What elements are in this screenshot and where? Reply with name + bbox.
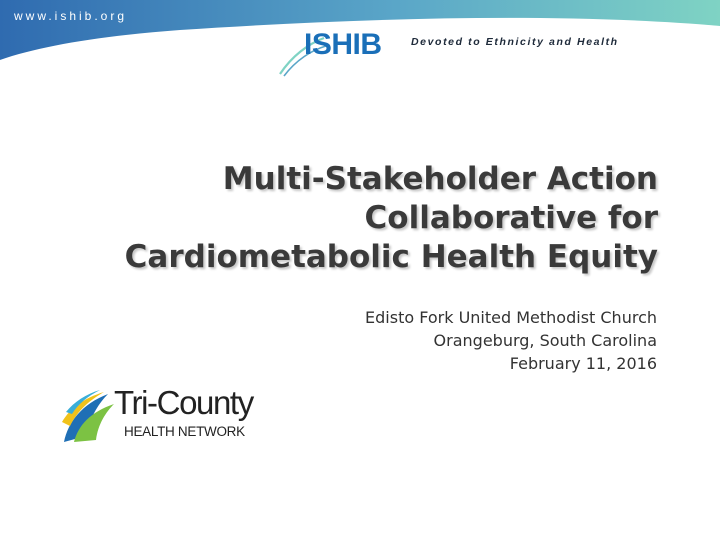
tagline: Devoted to Ethnicity and Health	[411, 36, 619, 48]
tri-county-subtitle: HEALTH NETWORK	[124, 424, 245, 439]
title-line-3: Cardiometabolic Health Equity	[124, 239, 658, 275]
slide-subtitle	[207, 306, 657, 375]
venue-location: Orangeburg, South Carolina	[433, 331, 657, 350]
ishib-logo-text: ISHIB	[304, 28, 382, 61]
tri-county-logo	[60, 382, 276, 446]
title-line-2: Collaborative for	[364, 200, 658, 236]
event-date: February 11, 2016	[509, 354, 657, 373]
slide-title	[18, 160, 658, 277]
venue-name: Edisto Fork United Methodist Church	[365, 308, 657, 327]
title-line-1: Multi-Stakeholder Action	[222, 161, 658, 197]
site-url[interactable]: www.ishib.org	[14, 9, 128, 23]
tri-county-name: Tri-County	[114, 384, 253, 421]
ishib-logo	[278, 22, 398, 77]
